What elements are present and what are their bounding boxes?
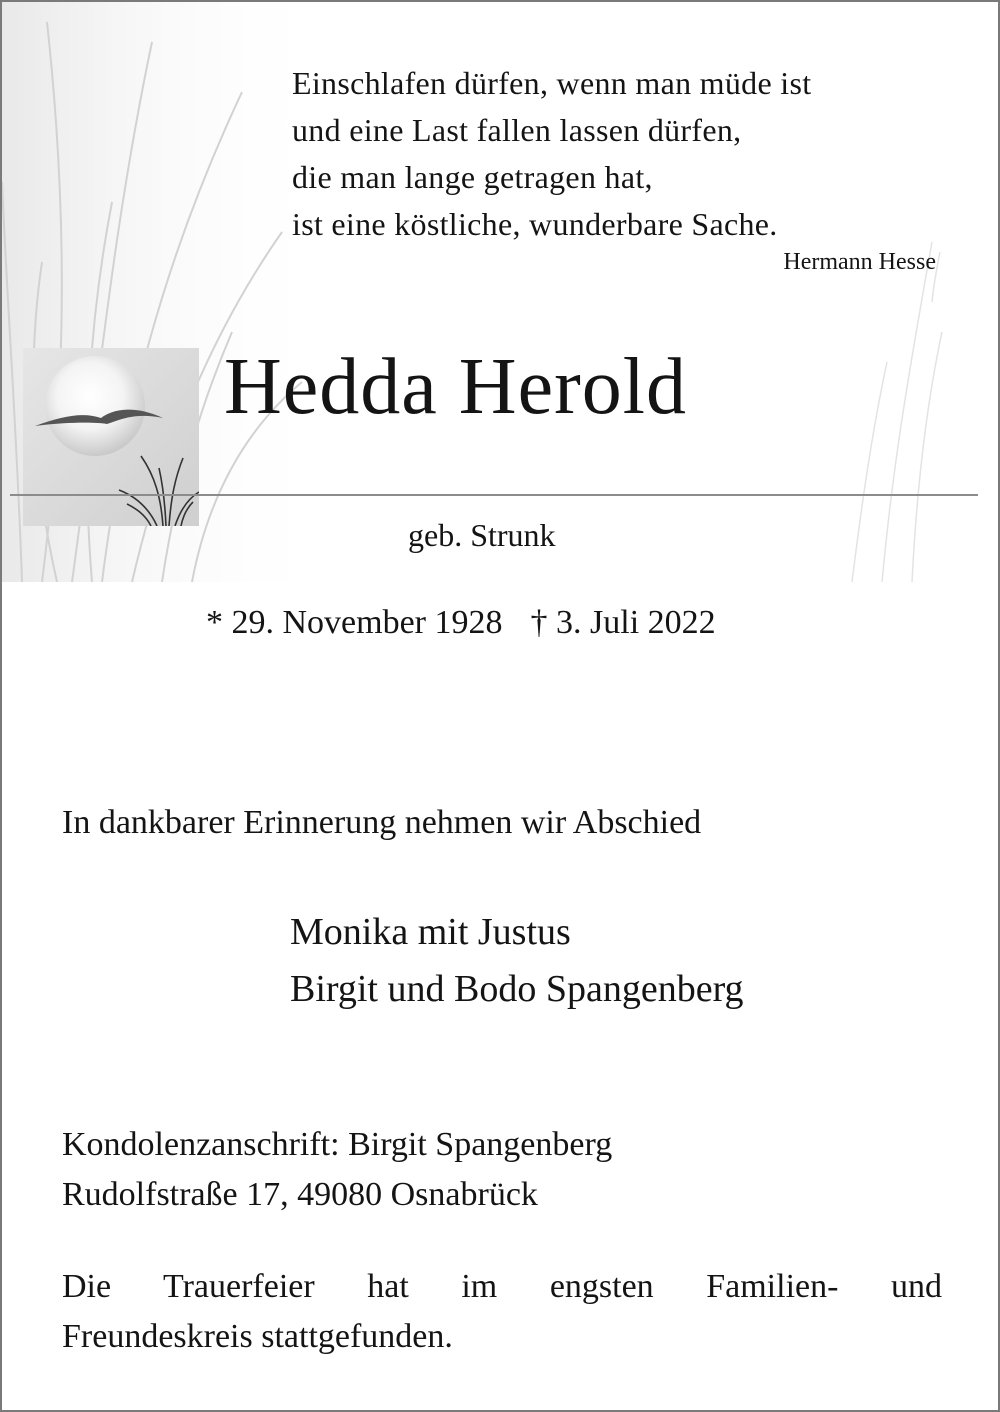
poem-line: die man lange getragen hat,: [292, 159, 653, 195]
condolence-address: [62, 1120, 612, 1220]
poem: [292, 60, 811, 248]
birth-date: * 29. November 1928: [206, 604, 503, 641]
deceased-name: Hedda Herold: [224, 343, 687, 431]
address-line: Rudolfstraße 17, 49080 Osnabrück: [62, 1176, 538, 1213]
ceremony-line: Freundeskreis stattgefunden.: [62, 1318, 453, 1355]
ceremony-line: Die Trauerfeier hat im engsten Familien- und: [62, 1268, 942, 1305]
death-date: † 3. Juli 2022: [530, 604, 716, 641]
poem-line: ist eine köstliche, wunderbare Sache.: [292, 206, 778, 242]
divider-line: [10, 494, 978, 496]
birth-name: geb. Strunk: [408, 517, 556, 553]
mourner-entry: Monika mit Justus: [290, 911, 571, 953]
bird-sun-emblem-illustration: [23, 348, 199, 526]
poem-author: Hermann Hesse: [783, 249, 936, 275]
ceremony-notice: [62, 1262, 942, 1362]
poem-line: Einschlafen dürfen, wenn man müde ist: [292, 65, 812, 101]
mourners-list: [290, 904, 744, 1018]
address-line: Kondolenzanschrift: Birgit Spangenberg: [62, 1126, 613, 1163]
farewell-text: In dankbarer Erinnerung nehmen wir Abschied: [62, 804, 702, 841]
mourner-entry: Birgit und Bodo Spangenberg: [290, 968, 744, 1010]
life-dates: [206, 604, 716, 642]
poem-line: und eine Last fallen lassen dürfen,: [292, 112, 742, 148]
